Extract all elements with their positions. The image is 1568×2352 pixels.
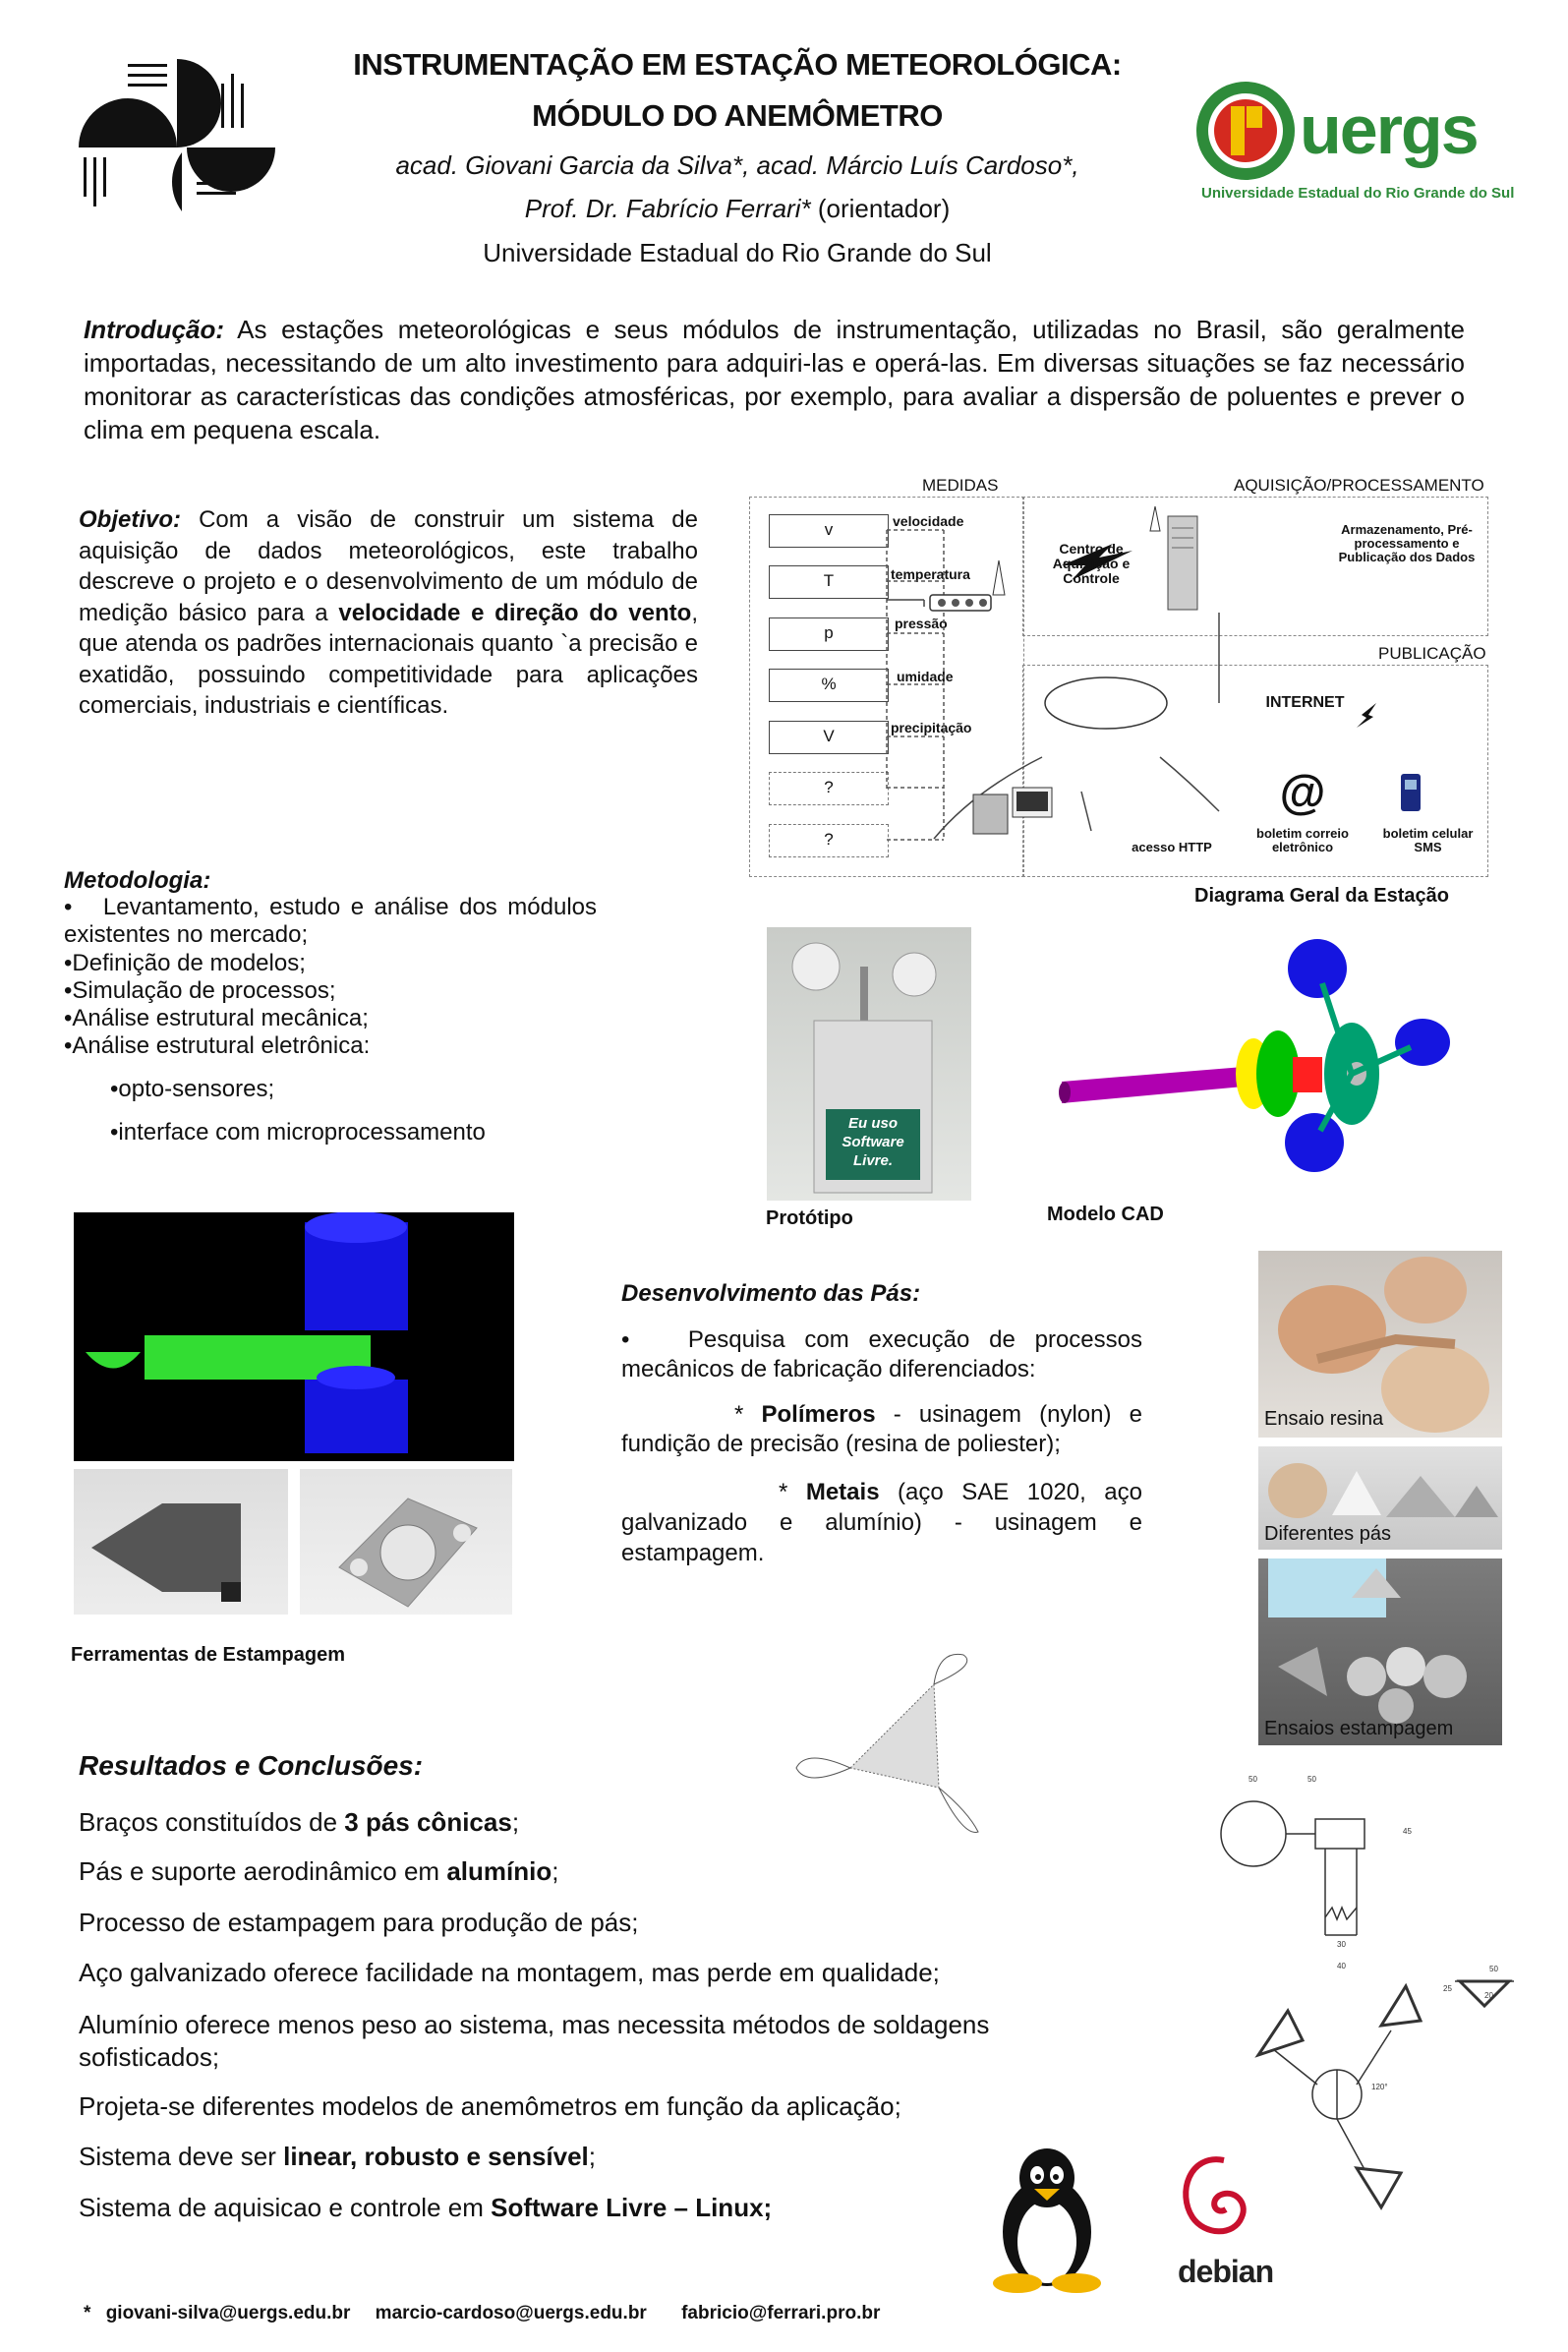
email-at-icon: @ [1279, 767, 1326, 819]
stamping-caption: Ensaios estampagem [1264, 1718, 1454, 1739]
technical-drawing [1209, 1770, 1524, 2212]
development-intro [621, 1325, 1142, 1384]
methodology-item-5 [64, 1032, 370, 1060]
title-line-2: MÓDULO DO ANEMÔMETRO [532, 98, 943, 133]
dim-a: 50 [1249, 1775, 1257, 1784]
section-measures-label: MEDIDAS [922, 476, 999, 495]
stamping-photo [1258, 1558, 1502, 1745]
objective-label: Objetivo: [79, 506, 182, 533]
result-1a: Braços constituídos de [79, 1807, 345, 1837]
objective-text-b: , que atenda os padrões internacionais quanto `a precisão e exatidão, possuindo competitividade para aplicações comerciais, industriais e científicas. [79, 599, 698, 719]
methodology-item-3 [64, 977, 336, 1005]
result-2c: ; [552, 1856, 559, 1886]
abstract-logo [74, 54, 280, 211]
prototype-sticker: Eu uso Software Livre. [842, 1115, 904, 1169]
email-giovani[interactable]: giovani-silva@uergs.edu.br [105, 2303, 351, 2323]
metals-text: (aço SAE 1020, aço galvanizado e alumínio) - usinagem e estampagem. [621, 1479, 1142, 1566]
result-8a: Sistema de aquisicao e controle em [79, 2193, 492, 2222]
dim-c: 45 [1403, 1827, 1412, 1836]
institution: Universidade Estadual do Rio Grande do Sul [483, 238, 992, 267]
resin-caption: Ensaio resina [1264, 1408, 1384, 1430]
methodology-item-4 [64, 1005, 369, 1032]
diagram-caption: Diagrama Geral da Estação [1194, 885, 1450, 907]
result-8 [79, 2193, 772, 2223]
label-umidade: umidade [897, 669, 954, 684]
results-label: Resultados e Conclusões: [79, 1750, 424, 1781]
methodology-item-1 [64, 894, 597, 949]
objective [79, 504, 698, 722]
result-7c: ; [588, 2142, 597, 2171]
bullet-dot: • [110, 1076, 119, 1102]
methodology-item-3-text: Simulação de processos; [72, 977, 336, 1004]
result-6: Projeta-se diferentes modelos de anemômetros em função da aplicação; [79, 2091, 901, 2121]
measure-box-p: p [769, 617, 889, 651]
result-1b: 3 pás cônicas [344, 1807, 512, 1837]
measure-box-unknown-2: ? [769, 824, 889, 857]
result-3: Processo de estampagem para produção de pás; [79, 1908, 639, 1937]
dim-angle: 120° [1371, 2083, 1388, 2091]
bullet-dot: • [110, 1119, 119, 1146]
cad-model [1057, 934, 1489, 1180]
storage-label: Armazenamento, Pré-processamento e Publicação dos Dados [1338, 522, 1476, 564]
result-4: Aço galvanizado oferece facilidade na montagem, mas perde em qualidade; [79, 1958, 940, 1987]
resin-photo [1258, 1251, 1502, 1438]
methodology-item-2 [64, 950, 306, 977]
section-acq-label: AQUISIÇÃO/PROCESSAMENTO [1234, 476, 1484, 495]
development-metals: * Metais (aço SAE 1020, aço galvanizado e alumínio) - usinagem e estampagem. [621, 1479, 1142, 1566]
tool-photo-cone [74, 1469, 288, 1628]
result-2b: alumínio [446, 1856, 552, 1886]
blade-sketch [767, 1640, 1013, 1891]
tool-photo-flange [300, 1469, 512, 1628]
metals-bold: Metais [805, 1479, 880, 1505]
http-label: acesso HTTP [1132, 840, 1212, 854]
title-line-1: INSTRUMENTAÇÃO EM ESTAÇÃO METEOROLÓGICA: [353, 47, 1122, 82]
uergs-logo-text: uergs [1300, 91, 1478, 168]
prototype-photo [767, 927, 971, 1201]
result-8b: Software Livre – Linux; [491, 2193, 773, 2222]
measure-box-h: % [769, 669, 889, 702]
methodology-item-4-text: Análise estrutural mecânica; [72, 1005, 369, 1031]
debian-swirl-icon [1175, 2148, 1253, 2247]
methodology-item-1-text: Levantamento, estudo e análise dos módulos existentes no mercado; [64, 894, 597, 948]
authors: acad. Giovani Garcia da Silva*, acad. Márcio Luís Cardoso*, [395, 150, 1079, 180]
email-fabricio[interactable]: fabricio@ferrari.pro.br [681, 2303, 881, 2323]
result-2a: Pás e suporte aerodinâmico em [79, 1856, 447, 1886]
label-pressao: pressão [895, 616, 948, 631]
dim-e: 40 [1337, 1962, 1346, 1970]
methodology-item-5-text: Análise estrutural eletrônica: [72, 1032, 371, 1059]
email-marcio[interactable]: marcio-cardoso@uergs.edu.br [375, 2303, 647, 2323]
dim-f: 50 [1489, 1965, 1498, 1973]
result-5: Alumínio oferece menos peso ao sistema, mas necessita métodos de soldagens sofisticados; [79, 2010, 990, 2072]
measure-box-t: T [769, 565, 889, 599]
section-pub-label: PUBLICAÇÃO [1378, 644, 1486, 663]
development-label: Desenvolvimento das Pás: [621, 1280, 921, 1307]
measure-box-v: v [769, 514, 889, 548]
bullet-dot: • [64, 894, 103, 920]
advisor-name: Prof. Dr. Fabrício Ferrari* [524, 194, 811, 223]
footer-emails [84, 2303, 880, 2324]
result-7 [79, 2142, 596, 2172]
bullet-dot: • [64, 1032, 73, 1059]
label-velocidade: velocidade [893, 513, 964, 529]
cad-caption: Modelo CAD [1047, 1204, 1164, 1225]
tool-render-illustration [74, 1212, 514, 1461]
dim-b: 50 [1307, 1775, 1316, 1784]
uergs-logo-emblem [1191, 77, 1300, 185]
methodology-label: Metodologia: [64, 867, 211, 894]
development-polymers: * Polímeros - usinagem (nylon) e fundição de precisão (resina de poliester); [621, 1401, 1142, 1457]
measure-box-r: V [769, 721, 889, 754]
introduction [84, 313, 1465, 446]
footer-star: * [84, 2303, 91, 2323]
bullet-dot: • [64, 977, 73, 1004]
intro-label: Introdução: [84, 315, 224, 344]
polymers-text: - usinagem (nylon) e fundição de precisão (resina de poliester); [621, 1401, 1142, 1457]
result-1c: ; [511, 1807, 520, 1837]
tools-caption: Ferramentas de Estampagem [71, 1644, 346, 1666]
debian-wordmark: debian [1178, 2254, 1274, 2289]
tux-penguin-icon [983, 2144, 1111, 2296]
dim-d: 30 [1337, 1940, 1346, 1949]
result-7b: linear, robusto e sensível [283, 2142, 589, 2171]
tool-photo-cone-illustration [74, 1469, 288, 1628]
bullet-dot: • [621, 1326, 688, 1353]
prototype-caption: Protótipo [766, 1207, 853, 1229]
uergs-logo-subtitle: Universidade Estadual do Rio Grande do Sul [1201, 185, 1515, 202]
result-7a: Sistema deve ser [79, 2142, 284, 2171]
measure-box-unknown-1: ? [769, 772, 889, 805]
bullet-dot: • [64, 1005, 73, 1031]
email-label: boletim correio eletrônico [1256, 826, 1349, 854]
advisor-role: (orientador) [817, 194, 951, 223]
advisor [285, 194, 1190, 224]
blades-caption: Diferentes pás [1264, 1523, 1391, 1545]
methodology-item-2-text: Definição de modelos; [72, 950, 306, 976]
dim-h: 20 [1484, 1991, 1493, 2000]
methodology-subitem-2 [110, 1119, 486, 1147]
blades-photo [1258, 1446, 1502, 1550]
label-temperatura: temperatura [891, 566, 970, 582]
sms-label: boletim celular SMS [1382, 826, 1474, 854]
tool-photo-flange-illustration [300, 1469, 512, 1628]
dim-g: 25 [1443, 1984, 1452, 1993]
result-1 [79, 1807, 519, 1838]
internet-label: INTERNET [1265, 694, 1345, 711]
objective-text-a: Com a visão de construir um sistema de aquisição de dados meteorológicos, este trabalho descreve o projeto e o desenvolvimento de um módulo de medição básico para a [79, 506, 698, 626]
methodology-subitem-1 [110, 1076, 274, 1103]
methodology-subitem-2-text: interface com microprocessamento [118, 1119, 486, 1146]
result-2 [79, 1856, 558, 1887]
methodology-subitem-1-text: opto-sensores; [118, 1076, 275, 1102]
tool-render [74, 1212, 514, 1461]
objective-bold: velocidade e direção do vento [338, 599, 692, 626]
intro-text: As estações meteorológicas e seus módulos de instrumentação, utilizadas no Brasil, são geralmente importadas, necessitando de um alto investimento para adquiri-las e operá-las. Em diversas situações se faz necessário monitorar as características das condições atmosféricas, por exemplo, para avaliar a dispersão de poluentes e prever o clima em pequena escala. [84, 315, 1465, 444]
control-center-label: Centro de Aquisição e Controle [1052, 541, 1131, 586]
polymers-bold: Polímeros [761, 1401, 876, 1428]
bullet-dot: • [64, 950, 73, 976]
label-precipitacao: precipitação [891, 720, 972, 735]
development-intro-text: Pesquisa com execução de processos mecânicos de fabricação diferenciados: [621, 1326, 1143, 1382]
